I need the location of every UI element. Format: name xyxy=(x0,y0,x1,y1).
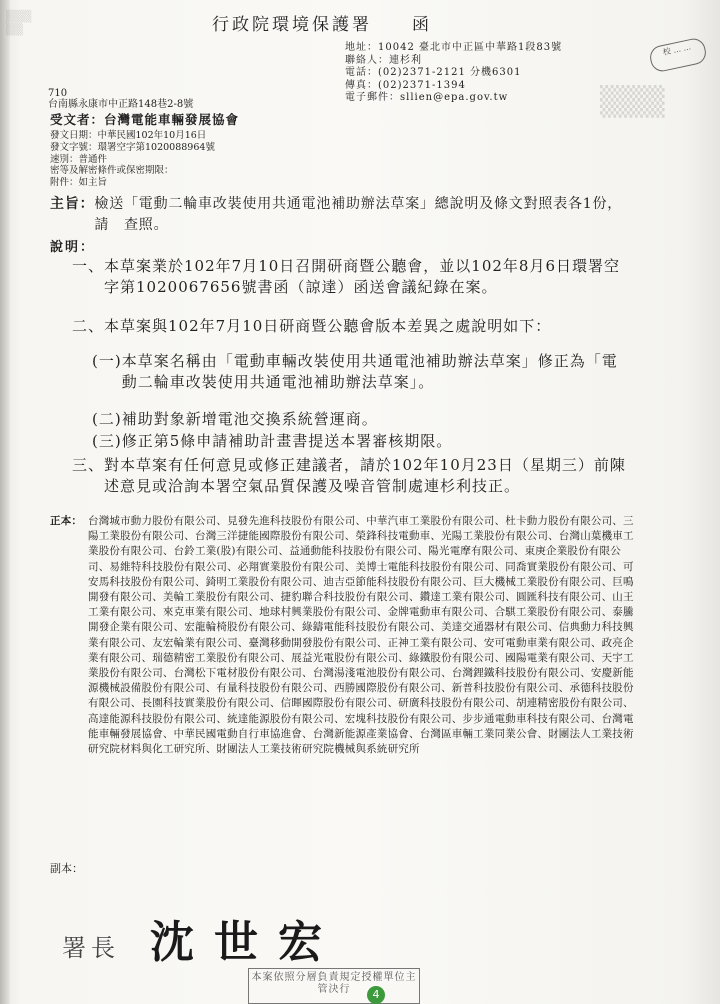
cc-list: 台灣城市動力股份有限公司、見發先進科技股份有限公司、中華汽車工業股份有限公司、杜卡動力股份有限公司、三陽工業股份有限公司、台灣三洋捷能國際股份有限公司、榮鋒科技電動車、光陽工業股份有限公司、台灣山葉機車工業股份有限公司、台鈴工業(股)有限公司、益通動能科技股份有限公司、陽光電摩有限公司、東庚企業股份有限公司、易維特科技股份有限公司、必翔實業股份有限公司、美博士電能科技股份有限公司、同喬實業股份有限公司、可安馬科技股份有限公司、錡明工業股份有限公司、迪吉亞節能科技股份有限公司、巨大機械工業股份有限公司、巨鳴開發有限公司、美輪工業股份有限公司、捷豹聯合科技股份有限公司、鑽達工業有限公司、圓匯科技有限公司、山王工業有限公司、來克車業有限公司、地球村興業股份有限公司、金牌電動車有限公司、合騏工業股份有限公司、泰騰開發企業有限公司、宏龍輪椅股份有限公司、綠鑄電能科技股份有限公司、美達交通器材有限公司、信典動力科技興業有限公司、友宏輪業有限公司、臺灣移動開發股份有限公司、正神工業有限公司、安可電動車業有限公司、政亮企業有限公司、瑞德精密工業股份有限公司、展益光電股份有限公司、綠鐵股份有限公司、國陽電業有限公司、天宇工業股份有限公司、台灣松下電材股份有限公司、台灣湯淺電池股份有限公司、台灣鋰鐵科技股份有限公司、安慶新能源機械設備股份有限公司、有量科技股份有限公司、西勝國際股份有限公司、新普科技股份有限公司、承德科技股份有限公司、長園科技實業股份有限公司、信暉國際股份有限公司、研廣科技股份有限公司、胡連精密股份有限公司、高達能源科技股份有限公司、統達能源股份有限公司、宏塊科技股份有限公司、步步通電動車科技有限公司、台灣電能車輛發展協會、中華民國電動自行車協進會、台灣新能源產業協會、台灣區車輛工業同業公會、財團法人工業技術研究院材料與化工研究所、財團法人工業技術研究院機械與系統研究所 xyxy=(88,515,634,756)
authorization-seal: 本案依照分層負責規定授權單位主管決行 xyxy=(248,968,420,1004)
secrecy-level: 密等及解密條件或保密期限： xyxy=(50,165,174,177)
explanation-subitem-2 xyxy=(92,409,632,430)
subject-text: 檢送「電動二輪車改裝使用共通電池補助辦法草案」總說明及條文對照表各1份，請 查照。 xyxy=(94,196,623,233)
explanation-item-2 xyxy=(72,316,632,337)
item-text: 本草案業於102年7月10日召開研商暨公聽會，並以102年8月6日環署空字第1020067656號書函（諒達）函送會議紀錄在案。 xyxy=(104,257,620,296)
cc-label: 正本： xyxy=(50,515,83,527)
attachment-note: 附件：如主旨 xyxy=(50,177,108,189)
recipient-address-block xyxy=(48,88,193,110)
scan-edge xyxy=(0,0,10,1004)
received-stamp: 校 ... ... xyxy=(648,36,708,73)
signature-name: 沈世宏 xyxy=(150,917,342,968)
contact-person: 聯絡人：連杉利 xyxy=(345,54,422,66)
cc-recipients xyxy=(50,514,640,757)
explanation-label: 說明： xyxy=(50,240,96,255)
copy-label: 副本： xyxy=(50,862,83,875)
contact-phone: 電話：(02)2371-2121 分機6301 xyxy=(345,67,522,78)
document-number: 發文字號：環署空字第1020088964號 xyxy=(50,141,215,153)
subitem-number: (一) xyxy=(92,352,122,370)
subject-section xyxy=(50,194,635,236)
recipient-address: 台南縣永康市中正路148巷2-8號 xyxy=(48,99,194,110)
item-text: 對本草案有任何意見或修正建議者，請於102年10月23日（星期三）前陳述意見或洽詢本署空氣品質保護及噪音管制處連杉利技正。 xyxy=(104,456,626,495)
explanation-subitem-1 xyxy=(92,351,632,393)
recipient-postal-code: 710 xyxy=(48,88,68,99)
subitem-number: (二) xyxy=(92,410,122,428)
explanation-item-3 xyxy=(72,455,632,497)
sender-address: 地址：10042 臺北市中正區中華路1段83號 xyxy=(345,42,563,53)
bleed-through-mark-left: ▒▒▒ ▒▒ xyxy=(6,10,32,36)
item-text: 本草案與102年7月10日研商暨公聽會版本差異之處說明如下： xyxy=(104,317,552,335)
document-meta xyxy=(50,130,215,189)
signer-title: 署長 xyxy=(62,934,120,962)
explanation-item-1 xyxy=(72,256,632,298)
document-title: 行政院環境保護署 函 xyxy=(212,15,432,35)
page-number-badge: 4 xyxy=(367,986,385,1004)
sender-contact-block xyxy=(345,42,562,105)
contact-email: 電子郵件：sllien@epa.gov.tw xyxy=(345,92,509,103)
bleed-through-mark-right: ▒▒▒ xyxy=(600,85,665,118)
subitem-number: (三) xyxy=(92,432,122,450)
contact-fax: 傳真：(02)2371-1394 xyxy=(345,79,466,91)
subitem-text: 修正第5條申請補助計畫書提送本署審核期限。 xyxy=(121,432,453,450)
explanation-subitem-3 xyxy=(92,431,632,452)
issue-date: 發文日期：中華民國102年10月16日 xyxy=(50,130,207,141)
subject-label: 主旨： xyxy=(50,196,95,212)
delivery-speed: 速別：普通件 xyxy=(50,153,108,165)
subitem-text: 本草案名稱由「電動車輛改裝使用共通電池補助辦法草案」修正為「電動二輪車改裝使用共通電池補助辦法草案」。 xyxy=(121,352,618,391)
item-number: 一、 xyxy=(72,257,105,275)
item-number: 三、 xyxy=(72,456,105,474)
subitem-text: 補助對象新增電池交換系統營運商。 xyxy=(121,410,378,428)
item-number: 二、 xyxy=(72,317,105,335)
recipient-name: 受文者：台灣電能車輛發展協會 xyxy=(50,112,240,127)
